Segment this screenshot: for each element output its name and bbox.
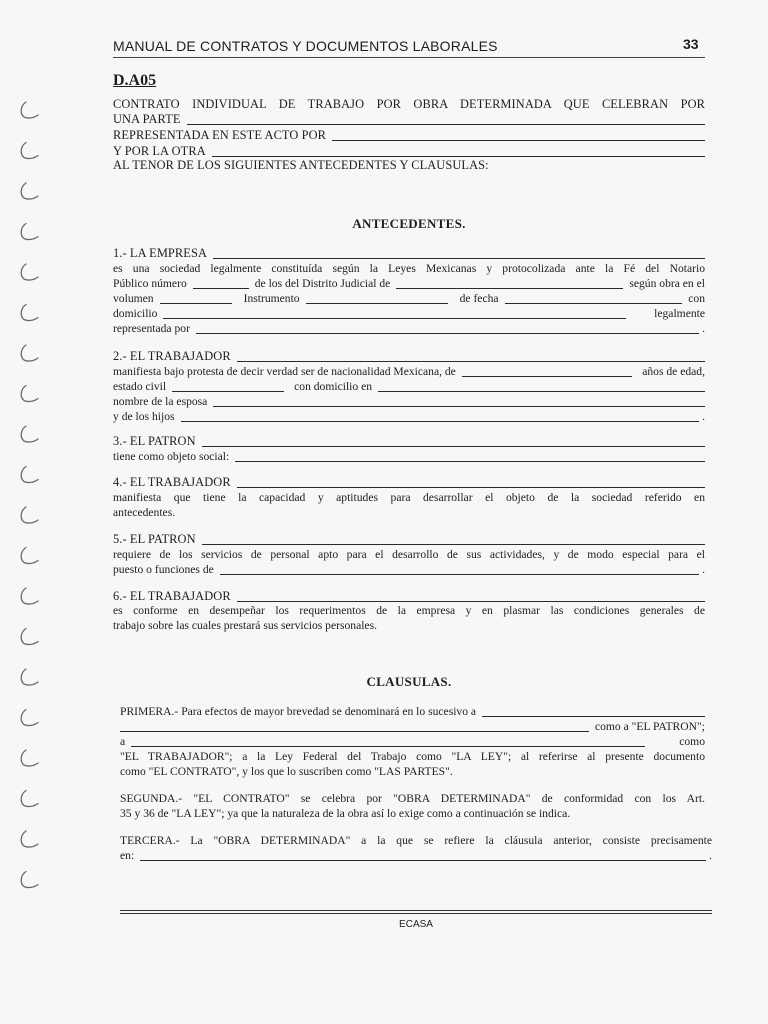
worker-age-blank[interactable] [462,365,632,377]
judicial-district-blank[interactable] [396,277,623,289]
clausula-segunda-line-1: SEGUNDA.- "EL CONTRATO" se celebra por "OBRA DETERMINADA" de conformidad con los Art. [120,792,705,805]
instrument-blank[interactable] [306,292,448,304]
antecedentes-heading: ANTECEDENTES. [352,216,466,231]
binder-hole-mark [21,224,38,240]
clausula-primera-line-5: como "EL CONTRATO", y los que lo suscriben como "LAS PARTES". [120,765,453,778]
party-one-blank[interactable] [187,113,705,125]
representative-blank[interactable] [332,129,705,141]
antecedente-1-line-2: Público número de los del Distrito Judicial de según obra en el [113,277,705,290]
antecedente-2-line-3: nombre de la esposa [113,394,705,409]
binder-hole-mark [21,143,38,159]
intro-line-4: Y POR LA OTRA [113,144,705,159]
employer-name-blank[interactable] [202,435,705,447]
antecedente-6-line-1: es conforme en desempeñar los requerimentos de la empresa y en plasmar las condiciones generales de [113,604,705,617]
antecedente-1-line-1: es una sociedad legalmente constituída según la Leyes Mexicanas y protocolizada ante la Fé del Notario [113,262,705,275]
work-description-blank[interactable] [140,849,706,861]
binder-hole-mark [21,872,38,888]
children-names-blank[interactable] [181,410,700,422]
binder-hole-mark [21,791,38,807]
page-number: 33 [683,36,699,52]
company-address-blank[interactable] [163,307,626,319]
antecedente-1-line-4: domicilio legalmente [113,307,705,320]
antecedente-4-head: 4.- EL TRABAJADOR [113,475,705,490]
clausula-tercera-line-1: TERCERA.- La "OBRA DETERMINADA" a la que se refiere la cláusula anterior, consiste precisamente [120,834,712,847]
corporate-purpose-blank[interactable] [235,450,705,462]
binder-hole-mark [21,386,38,402]
clausula-primera-line-4: "EL TRABAJADOR"; a la Ley Federal del Trabajo como "LA LEY"; al referirse al presente documento [120,750,705,763]
binder-hole-mark [21,669,38,685]
antecedente-6-line-2: trabajo sobre las cuales prestará sus servicios personales. [113,619,377,632]
party-two-blank[interactable] [212,145,705,157]
employer-denomination-blank[interactable] [482,705,705,717]
antecedente-5-line-1: requiere de los servicios de personal apto para el desarrollo de sus actividades, y de modo especial para el [113,548,705,561]
antecedente-4-line-2: antecedentes. [113,506,176,519]
clausula-primera-line-1: PRIMERA.- Para efectos de mayor brevedad se denominará en lo sucesivo a [120,704,705,719]
worker-name-blank-2[interactable] [237,476,705,488]
antecedente-3-line-1: tiene como objeto social: [113,449,705,464]
employer-denomination-blank-2[interactable] [120,720,589,732]
binder-hole-mark [21,831,38,847]
footer-divider-bottom [120,913,712,914]
binder-hole-mark [21,102,38,118]
footer-publisher: ECASA [399,919,433,930]
spouse-name-blank[interactable] [213,395,705,407]
binder-hole-mark [21,345,38,361]
binder-hole-mark [21,305,38,321]
binder-hole-mark [21,750,38,766]
antecedente-2-line-2: estado civil con domicilio en [113,379,705,394]
clausula-primera-line-2: como a "EL PATRON"; [120,719,705,734]
binder-hole-marks [0,0,60,1024]
binder-hole-mark [21,548,38,564]
antecedente-2-line-1: manifiesta bajo protesta de decir verdad ser de nacionalidad Mexicana, de años de edad, [113,365,705,378]
intro-line-5: AL TENOR DE LOS SIGUIENTES ANTECEDENTES Y CLAUSULAS: [113,158,489,172]
notary-number-blank[interactable] [193,277,249,289]
document-code: D.A05 [113,72,157,89]
legal-representative-blank[interactable] [196,322,699,334]
antecedente-1-line-5: representada por . [113,322,705,335]
intro-line-3: REPRESENTADA EN ESTE ACTO POR [113,128,705,143]
worker-address-blank[interactable] [378,380,705,392]
clausula-primera-line-3: a como [120,735,705,748]
antecedente-1-head: 1.- LA EMPRESA [113,246,705,261]
binder-hole-mark [21,588,38,604]
antecedente-6-head: 6.- EL TRABAJADOR [113,589,705,604]
binder-hole-mark [21,264,38,280]
worker-name-blank[interactable] [237,350,705,362]
volume-blank[interactable] [160,292,232,304]
antecedente-1-line-3: volumen Instrumento de fecha con [113,292,705,305]
worker-denomination-blank[interactable] [131,735,645,747]
binder-hole-mark [21,710,38,726]
binder-hole-mark [21,467,38,483]
binder-hole-mark [21,183,38,199]
clausula-segunda-line-2: 35 y 36 de "LA LEY"; ya que la naturaleza de la obra así lo exige como a continuación se indica. [120,807,571,820]
binder-hole-mark [21,629,38,645]
binder-hole-mark [21,426,38,442]
antecedente-3-head: 3.- EL PATRON [113,434,705,449]
antecedente-4-line-1: manifiesta que tiene la capacidad y aptitudes para desarrollar el objeto de la sociedad referido en [113,491,705,504]
header-divider [113,57,705,58]
marital-status-blank[interactable] [172,380,284,392]
intro-line-2: UNA PARTE [113,112,705,127]
antecedente-2-head: 2.- EL TRABAJADOR [113,349,705,364]
intro-line-1: CONTRATO INDIVIDUAL DE TRABAJO POR OBRA DETERMINADA QUE CELEBRAN POR [113,97,705,111]
binder-hole-mark [21,507,38,523]
footer-divider-top [120,910,712,911]
antecedente-2-line-4: y de los hijos . [113,410,705,423]
clausulas-heading: CLAUSULAS. [366,674,452,689]
employer-name-blank-2[interactable] [202,533,705,545]
antecedente-5-head: 5.- EL PATRON [113,532,705,547]
company-name-blank[interactable] [213,247,705,259]
worker-name-blank-3[interactable] [237,590,705,602]
manual-title: MANUAL DE CONTRATOS Y DOCUMENTOS LABORALES [113,38,498,54]
antecedente-5-line-2: puesto o funciones de . [113,563,705,576]
position-blank[interactable] [220,563,699,575]
deed-date-blank[interactable] [505,292,683,304]
clausula-tercera-line-2: en: . [120,849,712,862]
